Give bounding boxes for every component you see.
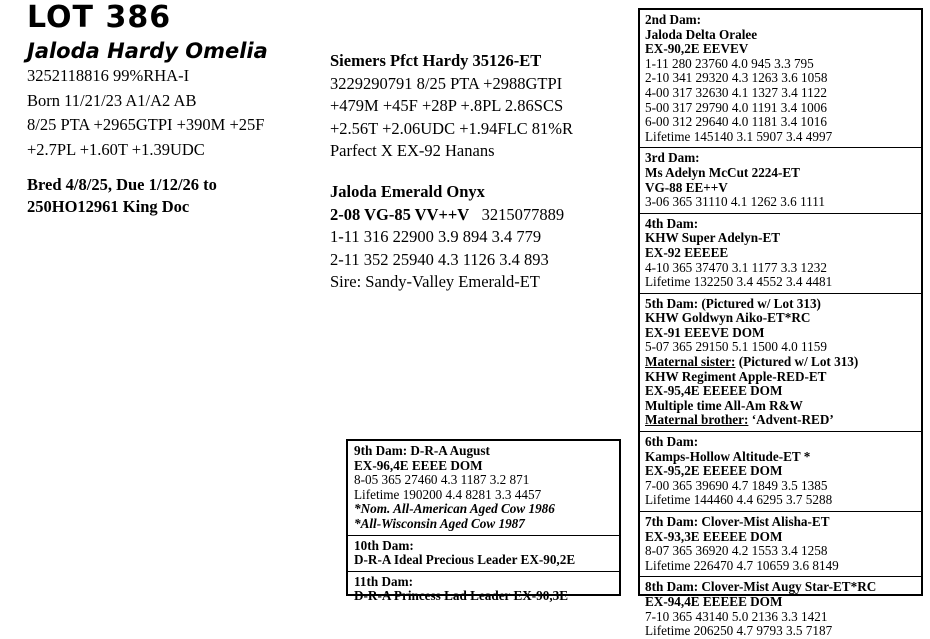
dam-sire: Sire: Sandy-Valley Emerald-ET [330, 272, 540, 291]
lifetime-line: Lifetime 190200 4.4 8281 3.3 4457 [354, 486, 542, 502]
dam-classification: EX-95,2E EEEEE DOM [645, 463, 783, 479]
award-line: *Nom. All-American Aged Cow 1986 [354, 501, 555, 517]
lifetime-line: Lifetime 144460 4.4 6295 3.7 5288 [645, 492, 833, 508]
dam-heading: 2nd Dam: [645, 12, 702, 27]
sister-name: KHW Regiment Apple-RED-ET [645, 368, 827, 384]
third-dam [640, 147, 921, 209]
dam-heading: 5th Dam: (Pictured w/ Lot 313) [645, 295, 821, 311]
bred-sire-line: 250HO12961 King Doc [27, 197, 190, 216]
record-line: 7-10 365 43140 5.0 2136 3.3 1421 [645, 608, 828, 624]
maternal-sister-note: (Pictured w/ Lot 313) [735, 354, 859, 370]
breeding-info [27, 174, 217, 218]
dam-classification: 2-08 VG-85 VV++V [330, 204, 470, 224]
dam-classification: EX-92 EEEEE [645, 244, 729, 260]
dam-name: Ms Adelyn McCut 2224-ET [645, 164, 800, 180]
fifth-dam [640, 293, 921, 428]
record-line: 5-00 317 29790 4.0 1191 3.4 1006 [645, 99, 827, 115]
record-line: 5-07 365 29150 5.1 1500 4.0 1159 [645, 339, 827, 355]
record-line: 7-00 365 39690 4.7 1849 3.5 1385 [645, 477, 828, 493]
maternal-brother-label: Maternal brother: [645, 412, 749, 428]
maternal-sister-label: Maternal sister: [645, 354, 736, 370]
sister-award: Multiple time All-Am R&W [645, 397, 803, 413]
dam-heading: 3rd Dam: [645, 150, 700, 166]
dam-classification: EX-96,4E EEEE DOM [354, 457, 483, 473]
record-line: 2-10 341 29320 4.3 1263 3.6 1058 [645, 70, 828, 86]
dam-record: 2-11 352 25940 4.3 1126 3.4 893 [330, 249, 549, 269]
lifetime-line: Lifetime 145140 3.1 5907 3.4 4997 [645, 128, 833, 144]
lot-number: LOT 386 [27, 0, 172, 35]
dam-heading: 7th Dam: Clover-Mist Alisha-ET [645, 514, 830, 529]
sire-section [330, 50, 573, 163]
dam-classification: EX-94,4E EEEEE DOM [645, 593, 783, 609]
record-line: 4-10 365 37470 3.1 1177 3.3 1232 [645, 259, 827, 275]
dam-name: D-R-A Princess Lad Leader EX-90,3E [354, 588, 569, 604]
award-line: *All-Wisconsin Aged Cow 1987 [354, 515, 525, 531]
dam-classification: EX-91 EEEVE DOM [645, 324, 765, 340]
sire-line: 3229290791 8/25 PTA +2988GTPI [330, 73, 563, 93]
animal-pta-line: 8/25 PTA +2965GTPI +390M +25F [27, 115, 265, 134]
dam-classification: EX-93,3E EEEEE DOM [645, 528, 783, 544]
record-line: 4-00 317 32630 4.1 1327 3.4 1122 [645, 84, 827, 100]
dam-classification: EX-90,2E EEVEV [645, 41, 749, 57]
maternal-brother-name: ‘Advent-RED’ [748, 412, 834, 428]
dam-heading: 10th Dam: [354, 537, 414, 553]
dam-name: Kamps-Hollow Altitude-ET * [645, 448, 811, 464]
dam-record: 1-11 316 22900 3.9 894 3.4 779 [330, 227, 542, 246]
sire-name: Siemers Pfct Hardy 35126-ET [330, 51, 542, 70]
record-line: 6-00 312 29640 4.0 1181 3.4 1016 [645, 114, 827, 130]
eighth-dam [640, 576, 921, 638]
dam-name: KHW Super Adelyn-ET [645, 230, 781, 246]
animal-id-line: 3252118816 99%RHA-I [27, 66, 190, 85]
dam-name: Jaloda Emerald Onyx [330, 182, 485, 201]
record-line: 8-07 365 36920 4.2 1553 3.4 1258 [645, 543, 828, 559]
maternal-pedigree-box [638, 8, 923, 639]
animal-birth-line: Born 11/21/23 A1/A2 AB [27, 90, 197, 110]
animal-pta-line-2: +2.7PL +1.60T +1.39UDC [27, 139, 205, 159]
dam-id: 3215077889 [481, 204, 565, 224]
eleventh-dam [348, 571, 619, 604]
dam-heading: 6th Dam: [645, 434, 699, 450]
seventh-dam [640, 511, 921, 573]
sire-line: +479M +45F +28P +.8PL 2.86SCS [330, 96, 564, 115]
lifetime-line: Lifetime 206250 4.7 9793 3.5 7187 [645, 623, 833, 639]
animal-name: Jaloda Hardy Omelia [27, 39, 268, 63]
ancestry-box [346, 439, 621, 604]
dam-heading: 9th Dam: D-R-A August [354, 443, 490, 458]
dam-heading: 11th Dam: [354, 573, 413, 589]
second-dam [645, 13, 921, 144]
record-line: 3-06 365 31110 4.1 1262 3.6 1111 [645, 194, 825, 210]
dam-heading: 8th Dam: Clover-Mist Augy Star-ET*RC [645, 579, 877, 595]
dam-heading: 4th Dam: [645, 215, 699, 231]
record-line: 8-05 365 27460 4.3 1187 3.2 871 [354, 472, 530, 488]
sire-line: +2.56T +2.06UDC +1.94FLC 81%R [330, 118, 574, 138]
lifetime-line: Lifetime 132250 3.4 4552 3.4 4481 [645, 274, 833, 290]
animal-details [27, 64, 264, 162]
maternal-sister [645, 355, 921, 370]
maternal-brother [645, 413, 921, 428]
dam-section [330, 181, 564, 294]
sister-classification: EX-95,4E EEEEE DOM [645, 383, 783, 399]
bred-line: Bred 4/8/25, Due 1/12/26 to [27, 175, 217, 194]
dam-name: Jaloda Delta Oralee [645, 26, 758, 42]
sixth-dam [640, 431, 921, 508]
dam-name: KHW Goldwyn Aiko-ET*RC [645, 310, 811, 326]
lifetime-line: Lifetime 226470 4.7 10659 3.6 8149 [645, 557, 839, 573]
dam-name: D-R-A Ideal Precious Leader EX-90,2E [354, 552, 576, 568]
sire-pedigree: Parfect X EX-92 Hanans [330, 141, 495, 160]
dam-classification: VG-88 EE++V [645, 179, 728, 195]
tenth-dam [348, 535, 619, 568]
ninth-dam [354, 444, 619, 532]
record-line: 1-11 280 23760 4.0 945 3.3 795 [645, 55, 814, 71]
fourth-dam [640, 213, 921, 290]
